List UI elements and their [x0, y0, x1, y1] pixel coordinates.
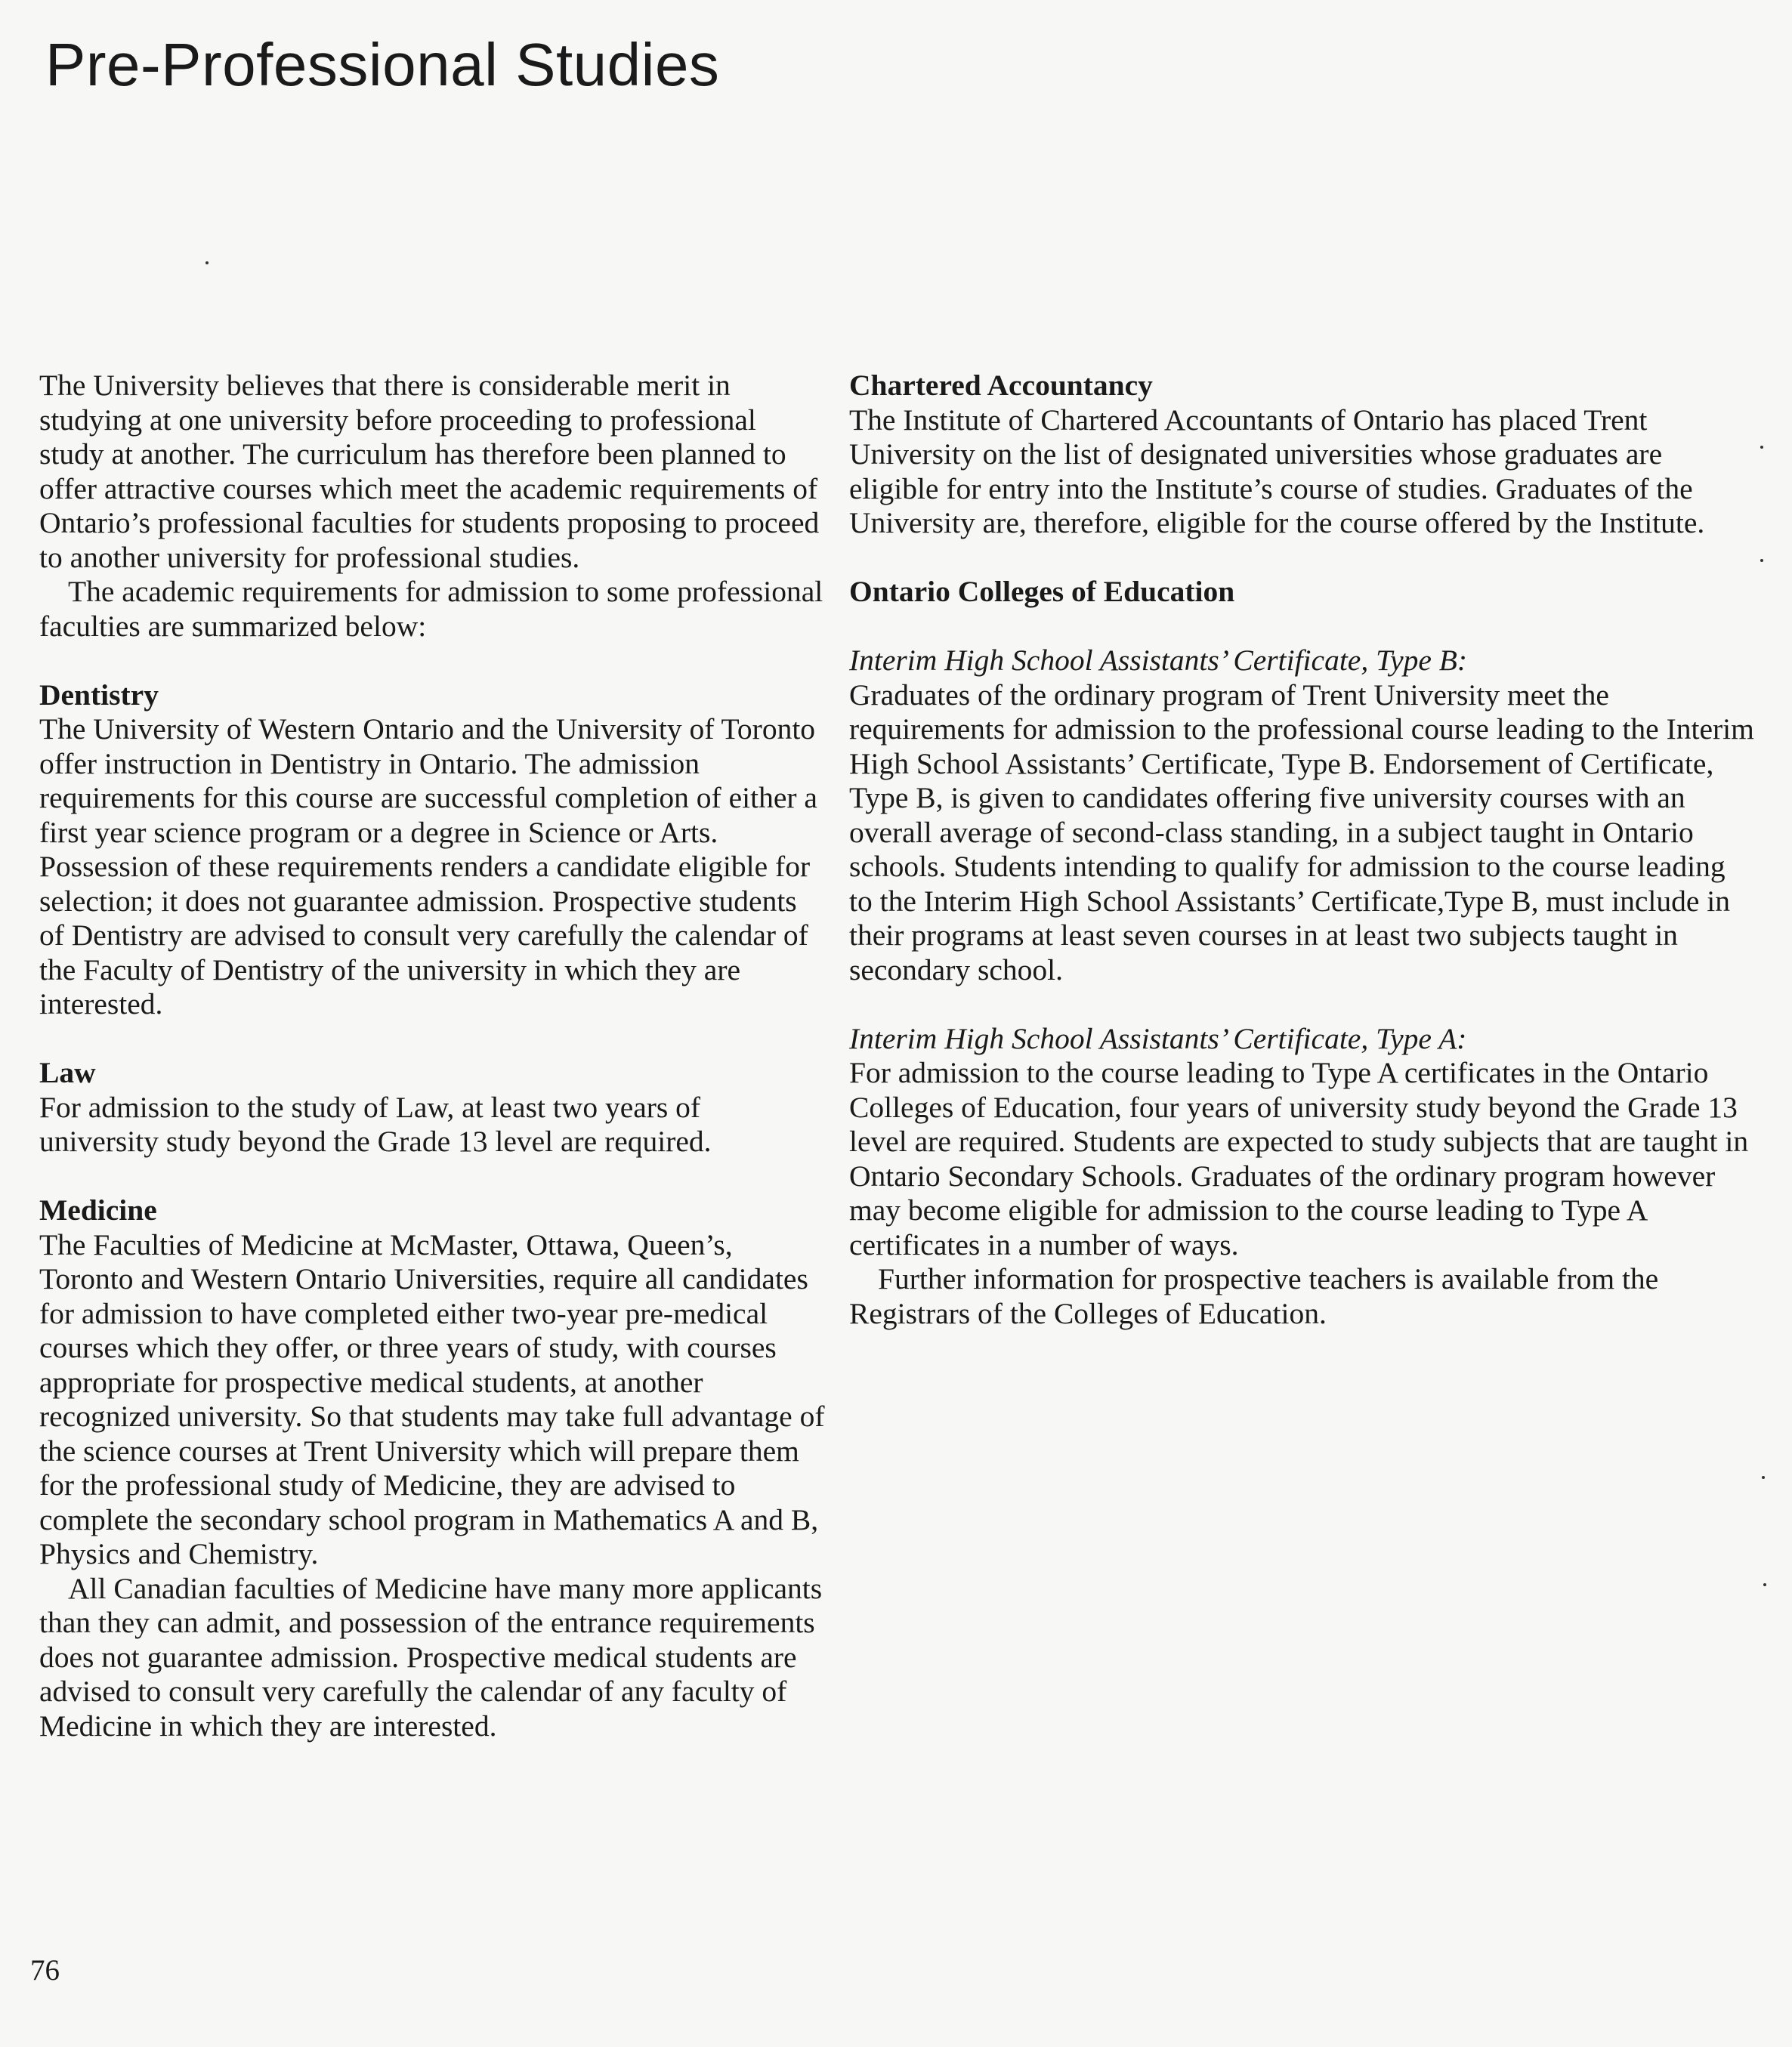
- medicine-text-2: All Canadian faculties of Medicine have many more applicants than they can admit, and possession of the entrance requirements does not guarantee admission. Prospective medical students are advised to consult very carefully the calendar of any faculty of Medicine in which they are interested.: [39, 1571, 823, 1743]
- dust-speck: [205, 261, 209, 264]
- colleges-of-education-heading: Ontario Colleges of Education: [849, 575, 1235, 608]
- dust-speck: [1763, 1583, 1766, 1586]
- right-column: [849, 369, 1756, 1331]
- left-column: [39, 369, 825, 1743]
- type-a-text: For admission to the course leading to Type A certificates in the Ontario Colleges of Education, four years of university study beyond the Grade 13 level are required. Students are expected to study subjects that are taught in Ontario Secondary Schools. Graduates of the ordinary program however may become eligible for admission to the course leading to Type A certificates in a number of ways.: [849, 1056, 1749, 1261]
- dentistry-text: The University of Western Ontario and the University of Toronto offer instruction in Dentistry in Ontario. The admission requirements for this course are successful completion of either a first year science program or a degree in Science or Arts. Possession of these requirements renders a candidate eligible for selection; it does not guarantee admission. Prospective students of Dentistry are advised to consult very carefully the calendar of the Faculty of Dentistry of the university in which they are interested.: [39, 712, 817, 1020]
- medicine-heading: Medicine: [39, 1193, 157, 1227]
- type-b-heading: Interim High School Assistants’ Certificate, Type B:: [849, 644, 1468, 677]
- law-heading: Law: [39, 1056, 96, 1089]
- type-a-heading: Interim High School Assistants’ Certificate, Type A:: [849, 1021, 1467, 1055]
- dust-speck: [1760, 559, 1763, 562]
- law-text: For admission to the study of Law, at least two years of university study beyond the Grade 13 level are required.: [39, 1090, 712, 1158]
- further-info-text: Further information for prospective teachers is available from the Registrars of the Colleges of Education.: [849, 1262, 1659, 1330]
- page-number: 76: [30, 1954, 60, 1987]
- medicine-text: The Faculties of Medicine at McMaster, Ottawa, Queen’s, Toronto and Western Ontario Universities, require all candidates for admission to have completed either two-year pre-medical courses which they offer, or three years of study, with courses appropriate for prospective medical students, at another recognized university. So that students may take full advantage of the science courses at Trent University which will prepare them for the professional study of Medicine, they are advised to complete the secondary school program in Mathematics A and B, Physics and Chemistry.: [39, 1227, 825, 1570]
- dust-speck: [1760, 446, 1763, 449]
- page-title: Pre-Professional Studies: [45, 31, 720, 98]
- intro-paragraph-2: The academic requirements for admission to some professional faculties are summarized below:: [39, 575, 823, 643]
- type-b-text: Graduates of the ordinary program of Trent University meet the requirements for admission to the professional course leading to the Interim High School Assistants’ Certificate, Type B. Endorsement of Certificate, Type B, is given to candidates offering five university courses with an overall average of second-class standing, in a subject taught in Ontario schools. Students intending to qualify for admission to the course leading to the Interim High School Assistants’ Certificate,Type B, must include in their programs at least seven courses in at least two subjects taught in secondary school.: [849, 678, 1754, 986]
- chartered-accountancy-heading: Chartered Accountancy: [849, 369, 1153, 402]
- dust-speck: [1762, 1476, 1765, 1479]
- chartered-accountancy-text: The Institute of Chartered Accountants of Ontario has placed Trent University on the list of designated universities whose graduates are eligible for entry into the Institute’s course of studies. Graduates of the University are, therefore, eligible for the course offered by the Institute.: [849, 403, 1705, 539]
- intro-paragraph: The University believes that there is considerable merit in studying at one university before proceeding to professional study at another. The curriculum has therefore been planned to offer attractive courses which meet the academic requirements of Ontario’s professional faculties for students proposing to proceed to another university for professional studies.: [39, 369, 820, 574]
- dentistry-heading: Dentistry: [39, 678, 159, 712]
